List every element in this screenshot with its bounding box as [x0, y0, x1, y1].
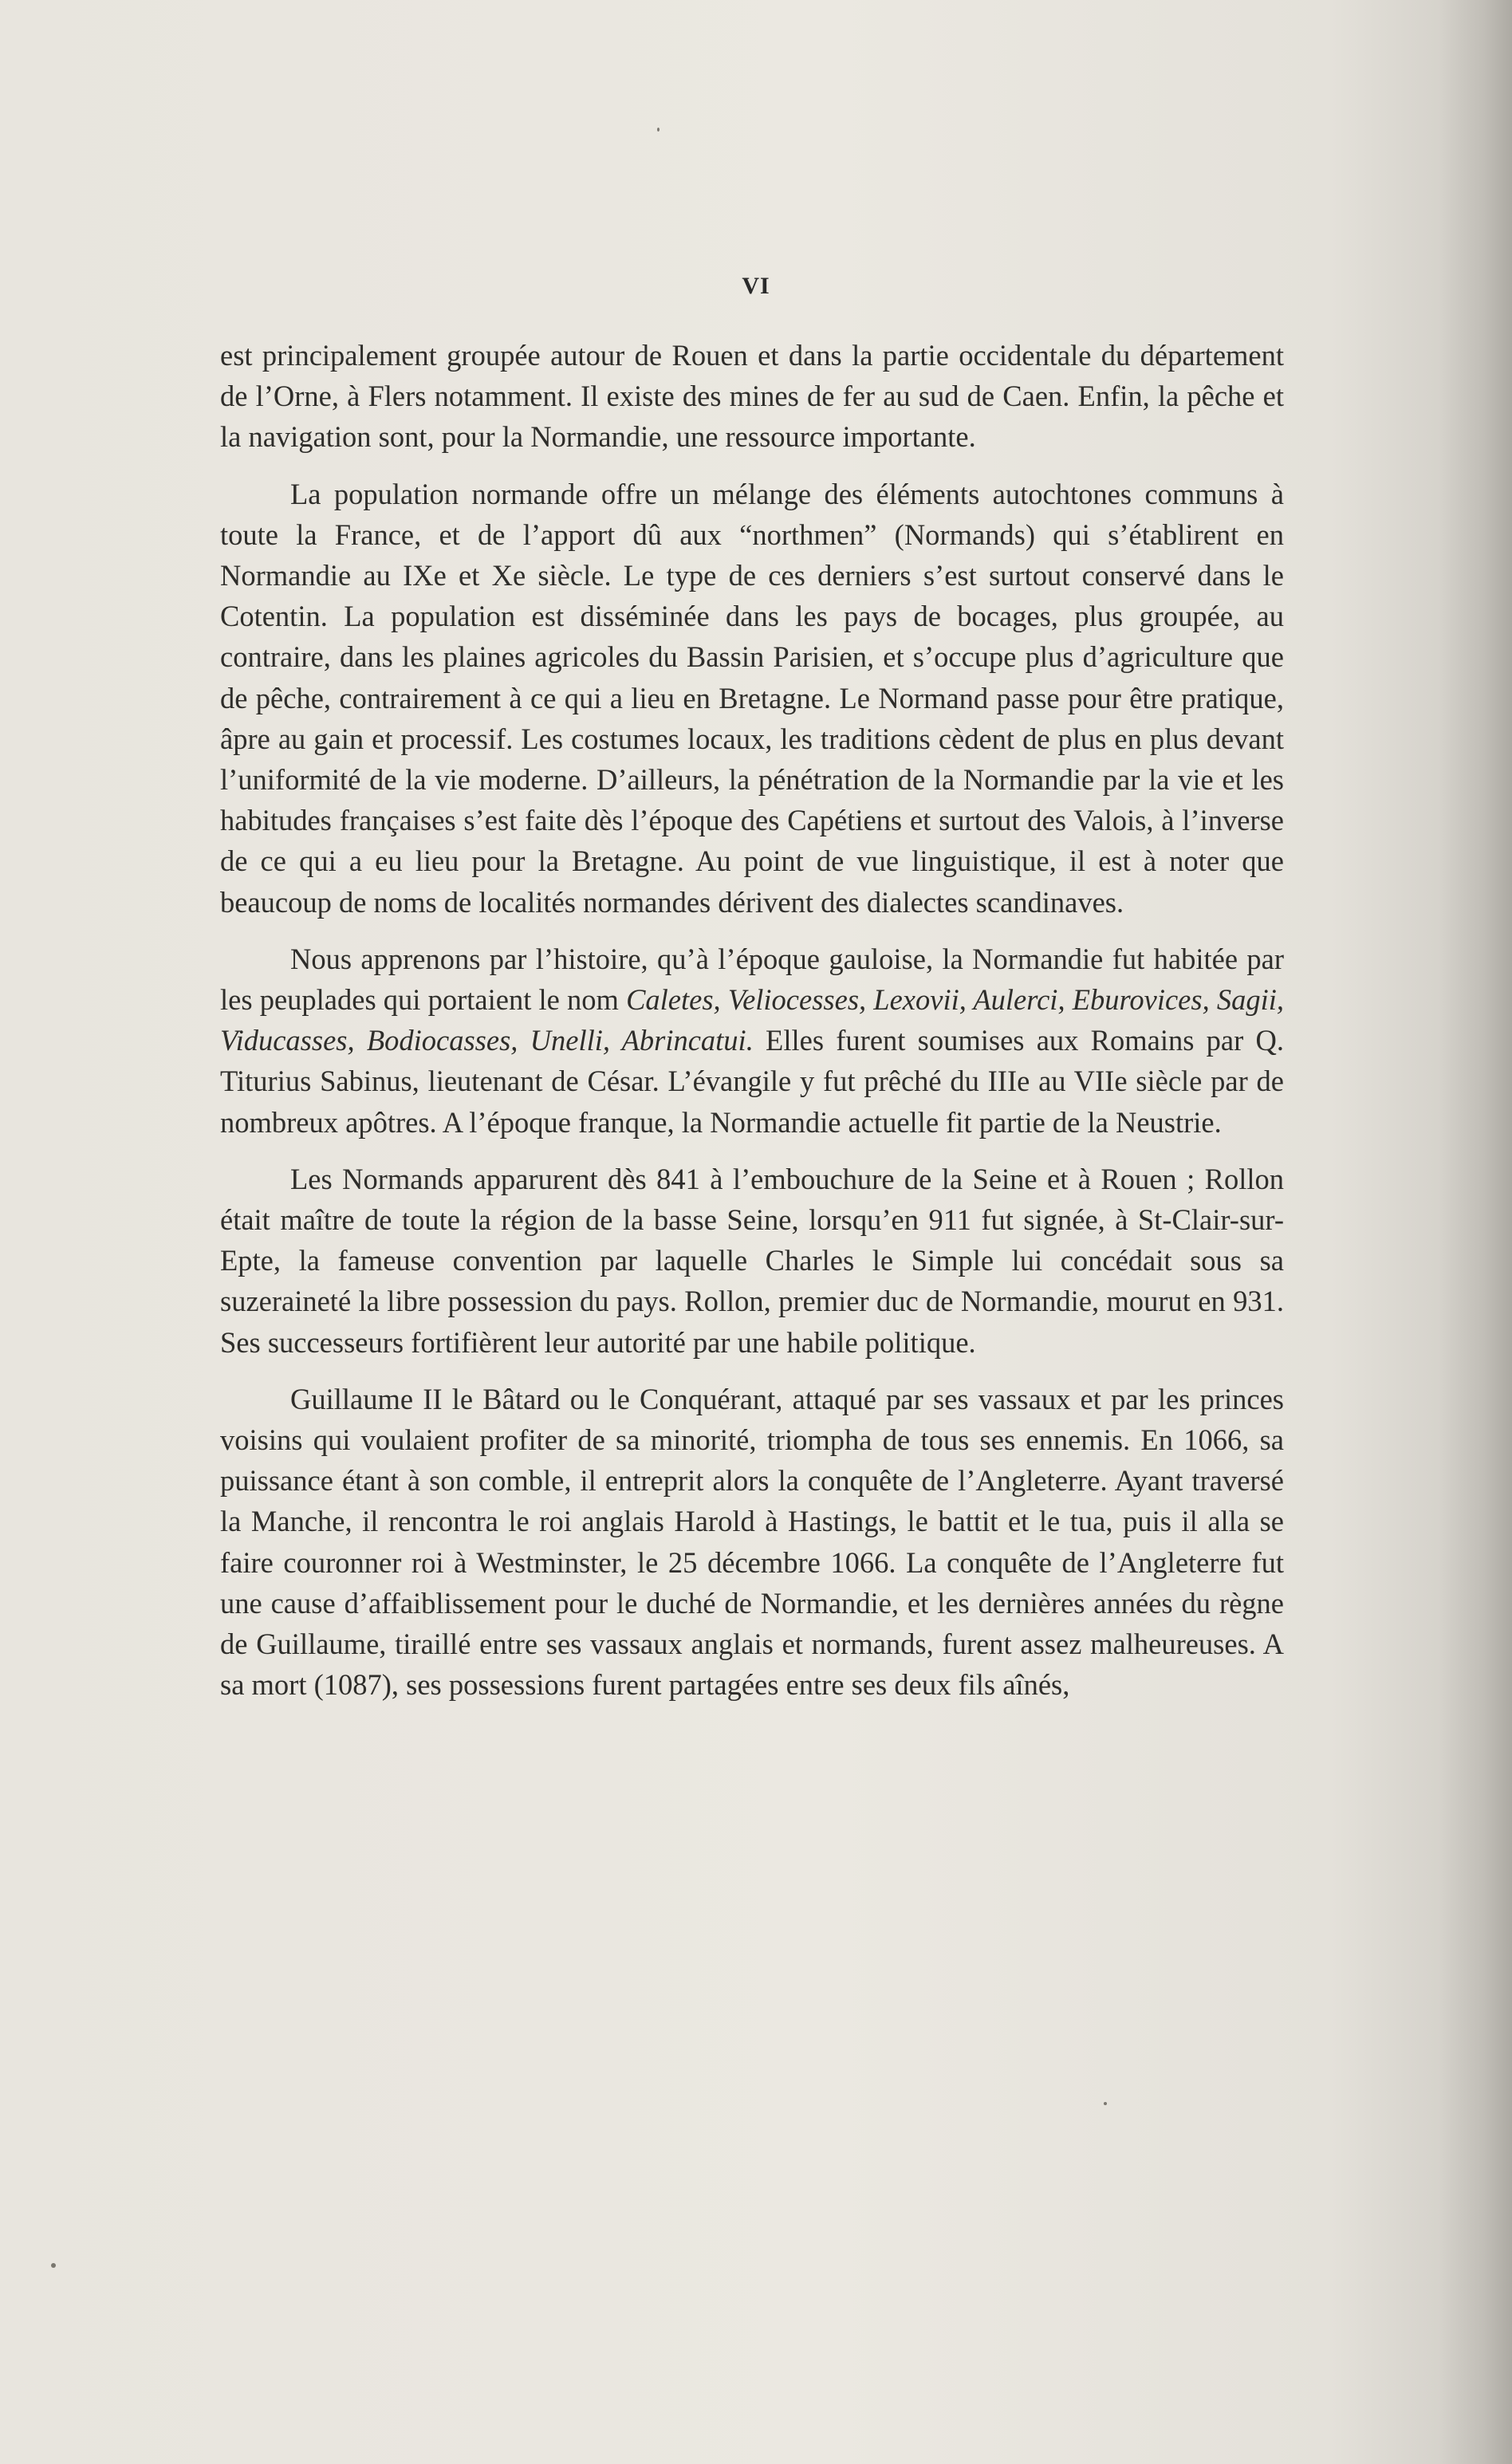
paragraph-2: La population normande offre un mélange des éléments autochtones communs à toute la France, et de l’apport dû aux “northmen” (Normands) qui s’établirent en Normandie au IXe et Xe siècle. Le type de ces derniers s’est surtout conservé dans le Cotentin. La population est disséminée dans les pays de bocages, plus groupée, au contraire, dans les plaines agricoles du Bassin Parisien, et s’occupe plus d’agriculture que de pêche, contrairement à ce qui a lieu en Bretagne. Le Normand passe pour être pratique, âpre au gain et processif. Les costumes locaux, les traditions cèdent de plus en plus devant l’uniformité de la vie moderne. D’ailleurs, la pénétration de la Normandie par la vie et les habitudes françaises s’est faite dès l’époque des Capétiens et surtout des Valois, à l’inverse de ce qui a eu lieu pour la Bretagne. Au point de vue linguistique, il est à noter que beaucoup de noms de localités normandes dérivent des dialectes scandinaves.	[220, 477, 1284, 919]
paragraph-3	[220, 939, 1284, 1143]
paragraph-4: Les Normands apparurent dès 841 à l’embouchure de la Seine et à Rouen ; Rollon était maître de toute la région de la basse Seine, lorsqu’en 911 fut signée, à St-Clair-sur-Epte, la fameuse convention par laquelle Charles le Simple lui concédait sous sa suzeraineté la libre possession du pays. Rollon, premier duc de Normandie, mourut en 931. Ses successeurs fortifièrent leur autorité par une habile politique.	[220, 1162, 1284, 1359]
paper-speck	[657, 128, 660, 132]
paper-speck	[51, 2263, 56, 2268]
page-edge-shadow	[1440, 0, 1512, 2464]
paragraph-5: Guillaume II le Bâtard ou le Conquérant, attaqué par ses vassaux et par les princes voisins qui voulaient profiter de sa minorité, triompha de tous ses ennemis. En 1066, sa puissance étant à son comble, il entreprit alors la conquête de l’Angleterre. Ayant traversé la Manche, il rencontra le roi anglais Harold à Hastings, le battit et le tua, puis il alla se faire couronner roi à Westminster, le 25 décembre 1066. La conquête de l’Angleterre fut une cause d’affaiblissement pour le duché de Normandie, et les dernières années du règne de Guillaume, tiraillé entre ses vassaux anglais et normands, furent assez malheureuses. A sa mort (1087), ses possessions furent partagées entre ses deux fils aînés,	[220, 1382, 1284, 1702]
paragraph-1: est principalement groupée autour de Rouen et dans la partie occidentale du département de l’Orne, à Flers notamment. Il existe des mines de fer au sud de Caen. Enfin, la pêche et la navigation sont, pour la Normandie, une ressource importante.	[220, 339, 1284, 454]
body-text	[220, 335, 1284, 1706]
paragraph-3-intro: Nous apprenons par l’histoire, qu’à l’époque gauloise, la Normandie fut habitée par les peuplades qui portaient le nom	[220, 942, 1284, 1017]
paragraph-3-rest: Elles furent soumises aux Romains par Q. Titurius Sabinus, lieutenant de César. L’évangile y fut prêché du IIIe au VIIe siècle par de nombreux apôtres. A l’époque franque, la Normandie actuelle fit partie de la Neustrie.	[220, 1024, 1284, 1139]
gaulish-tribes-list: Caletes, Veliocesses, Lexovii, Aulerci, Eburovices, Sagii, Viducasses, Bodiocasses, Unelli, Abrincatui.	[220, 983, 1285, 1057]
paper-speck	[1104, 2102, 1107, 2105]
page-number: VI	[742, 273, 770, 299]
